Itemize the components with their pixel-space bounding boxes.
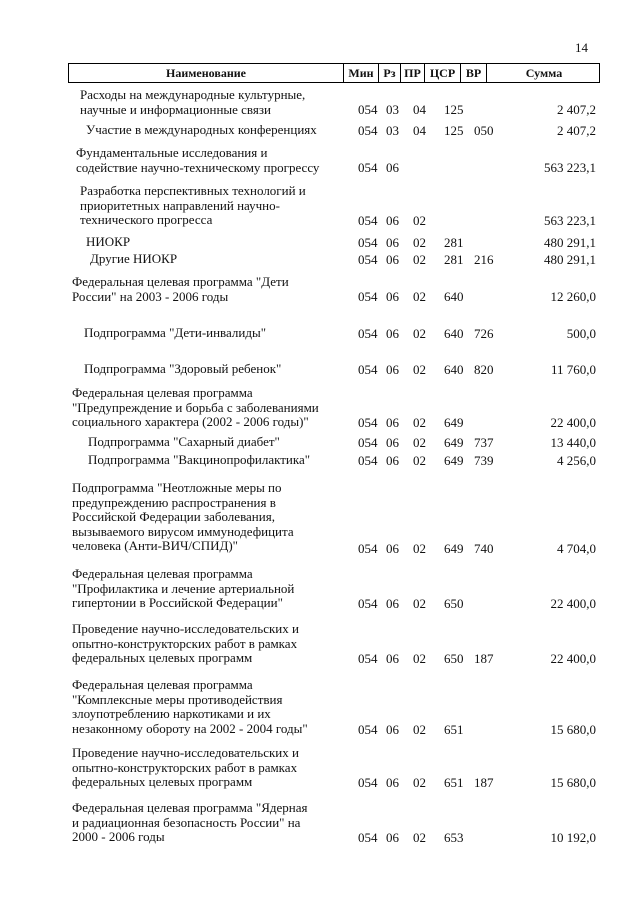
row-name: Федеральная целевая программа "Комплексные меры противодействия злоупотреблению наркотиками и их незаконному обороту на 2002 - 2004 годы" [72,677,308,736]
row-vr: 739 [474,452,494,468]
table-row [0,801,640,845]
row-name: Подпрограмма "Дети-инвалиды" [84,325,267,340]
row-rz: 06 [386,434,399,450]
row-vr: 050 [474,122,494,138]
page-number: 14 [575,40,588,55]
table-row [0,622,640,666]
row-sum: 22 400,0 [550,595,596,611]
row-pr: 02 [413,829,426,845]
row-pr: 02 [413,234,426,250]
row-sum: 563 223,1 [544,212,596,228]
row-vr: 187 [474,650,494,666]
row-vr: 216 [474,251,494,267]
row-pr: 02 [413,595,426,611]
row-sum: 4 256,0 [557,452,596,468]
row-pr: 02 [413,212,426,228]
row-rz: 06 [386,540,399,556]
row-sum: 500,0 [566,325,596,341]
row-name: Подпрограмма "Здоровый ребенок" [84,361,282,376]
row-sum: 15 680,0 [550,721,596,737]
row-min: 054 [358,650,378,666]
row-rz: 06 [386,774,399,790]
table-row [0,146,640,175]
row-min: 054 [358,721,378,737]
row-sum: 11 760,0 [550,361,596,377]
table-row [0,435,640,450]
row-min: 054 [358,101,378,117]
table-row [0,567,640,611]
row-min: 054 [358,434,378,450]
row-csr: 653 [444,829,464,845]
row-csr: 650 [444,595,464,611]
row-pr: 02 [413,434,426,450]
table-row [0,88,640,117]
row-name: Подпрограмма "Вакцинопрофилактика" [88,452,311,467]
table-row [0,184,640,228]
row-csr: 281 [444,234,464,250]
row-pr: 02 [413,540,426,556]
row-sum: 2 407,2 [557,122,596,138]
row-name: Участие в международных конференциях [86,122,317,137]
row-rz: 06 [386,325,399,341]
row-name: Проведение научно-исследовательских и опытно-конструкторских работ в рамках федеральных целевых программ [72,621,299,665]
table-row [0,123,640,138]
row-name: Другие НИОКР [90,251,178,266]
row-csr: 649 [444,540,464,556]
row-sum: 480 291,1 [544,234,596,250]
row-sum: 480 291,1 [544,251,596,267]
header-name: Наименование [69,64,344,82]
row-pr: 02 [413,361,426,377]
table-row [0,252,640,267]
table-row [0,453,640,468]
row-pr: 02 [413,251,426,267]
row-sum: 12 260,0 [550,288,596,304]
row-name: Подпрограмма "Сахарный диабет" [88,434,280,449]
row-pr: 04 [413,122,426,138]
row-rz: 03 [386,101,399,117]
row-name: НИОКР [86,234,131,249]
row-csr: 640 [444,361,464,377]
row-csr: 649 [444,434,464,450]
row-rz: 06 [386,251,399,267]
row-csr: 650 [444,650,464,666]
row-sum: 10 192,0 [550,829,596,845]
row-name: Проведение научно-исследовательских и опытно-конструкторских работ в рамках федеральных целевых программ [72,745,299,789]
row-sum: 13 440,0 [550,434,596,450]
row-min: 054 [358,540,378,556]
row-rz: 06 [386,452,399,468]
row-sum: 4 704,0 [557,540,596,556]
table-row [0,678,640,737]
row-sum: 563 223,1 [544,159,596,175]
row-rz: 06 [386,361,399,377]
row-min: 054 [358,452,378,468]
row-csr: 640 [444,325,464,341]
row-min: 054 [358,325,378,341]
table-row [0,362,640,377]
row-pr: 04 [413,101,426,117]
row-pr: 02 [413,774,426,790]
row-vr: 737 [474,434,494,450]
row-min: 054 [358,829,378,845]
table-row [0,275,640,304]
row-min: 054 [358,361,378,377]
table-row [0,235,640,250]
row-pr: 02 [413,452,426,468]
row-rz: 06 [386,159,399,175]
row-pr: 02 [413,414,426,430]
header-pr: ПР [401,64,425,82]
header-rz: Рз [379,64,401,82]
row-csr: 125 [444,101,464,117]
row-rz: 06 [386,212,399,228]
row-csr: 651 [444,774,464,790]
row-vr: 726 [474,325,494,341]
header-sum: Сумма [525,66,563,80]
row-csr: 651 [444,721,464,737]
row-pr: 02 [413,650,426,666]
row-csr: 649 [444,414,464,430]
row-rz: 06 [386,829,399,845]
row-pr: 02 [413,288,426,304]
row-name: Подпрограмма "Неотложные меры по предупреждению распространения в Российской Федерации заболевания, вызываемого вирусом иммунодефицита человека (Анти-ВИЧ/СПИД)" [72,480,294,553]
row-csr: 640 [444,288,464,304]
table-row [0,746,640,790]
header-vr: ВР [461,64,487,82]
row-rz: 06 [386,721,399,737]
row-rz: 03 [386,122,399,138]
row-vr: 820 [474,361,494,377]
row-rz: 06 [386,650,399,666]
row-rz: 06 [386,595,399,611]
row-sum: 15 680,0 [550,774,596,790]
row-pr: 02 [413,721,426,737]
row-sum: 2 407,2 [557,101,596,117]
row-name: Федеральная целевая программа "Предупреждение и борьба с заболеваниями социального характера (2002 - 2006 годы)" [72,385,319,429]
table-row [0,386,640,430]
row-csr: 649 [444,452,464,468]
row-sum: 22 400,0 [550,650,596,666]
row-min: 054 [358,122,378,138]
row-min: 054 [358,288,378,304]
header-csr: ЦСР [425,64,461,82]
row-rz: 06 [386,414,399,430]
row-name: Разработка перспективных технологий и приоритетных направлений научно- технического прогресса [80,183,306,227]
row-name: Федеральная целевая программа "Ядерная и радиационная безопасность России" на 2000 - 2006 годы [72,800,308,844]
row-name: Расходы на международные культурные, научные и информационные связи [80,87,306,117]
row-vr: 740 [474,540,494,556]
row-min: 054 [358,774,378,790]
row-pr: 02 [413,325,426,341]
row-name: Фундаментальные исследования и содействие научно-техническому прогрессу [76,145,320,175]
row-min: 054 [358,595,378,611]
row-csr: 281 [444,251,464,267]
row-min: 054 [358,234,378,250]
row-sum: 22 400,0 [550,414,596,430]
row-min: 054 [358,251,378,267]
row-min: 054 [358,159,378,175]
table-row [0,481,640,556]
row-rz: 06 [386,288,399,304]
header-min: Мин [344,64,379,82]
row-name: Федеральная целевая программа "Профилактика и лечение артериальной гипертонии в Российской Федерации" [72,566,295,610]
row-min: 054 [358,212,378,228]
row-name: Федеральная целевая программа "Дети России" на 2003 - 2006 годы [72,274,289,304]
table-row [0,326,640,341]
row-csr: 125 [444,122,464,138]
row-vr: 187 [474,774,494,790]
row-min: 054 [358,414,378,430]
row-rz: 06 [386,234,399,250]
